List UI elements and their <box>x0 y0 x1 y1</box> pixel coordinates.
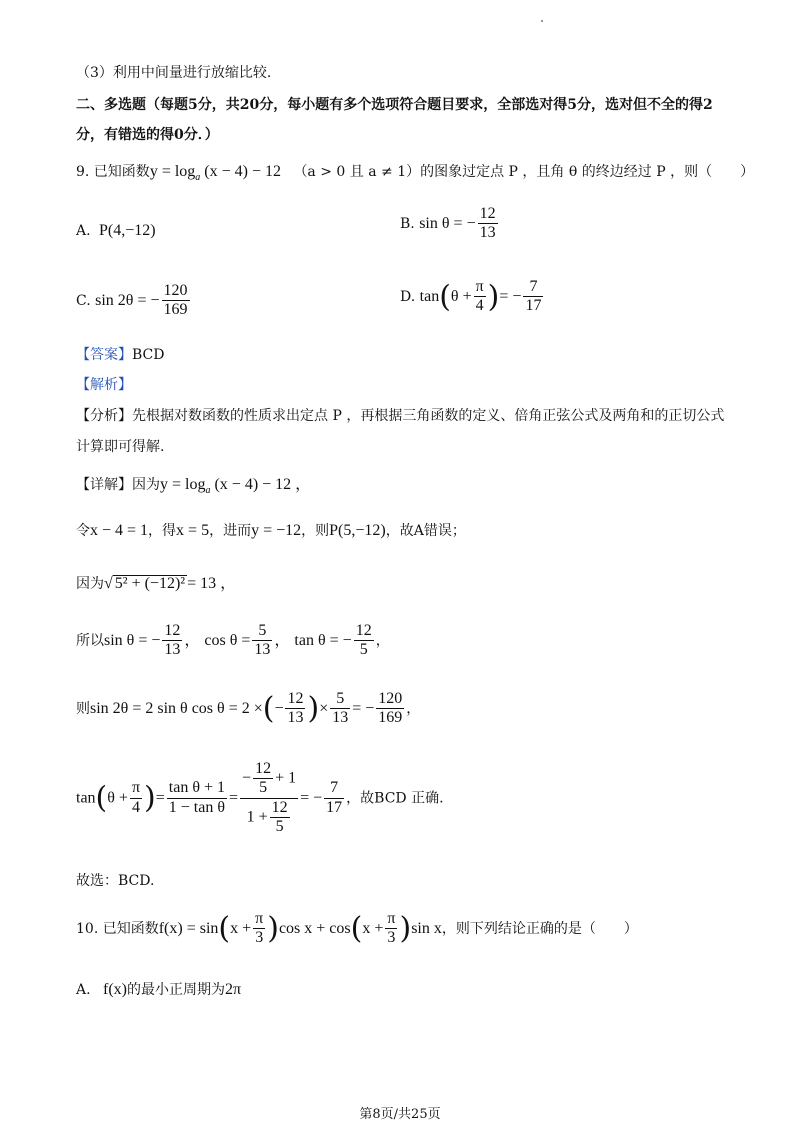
step-3-text: 所以 <box>76 632 104 649</box>
step-1-expr-b: x = 5 <box>176 522 210 539</box>
step-1-expr-c: y = −12 <box>251 522 302 539</box>
step-4-eq: = − <box>352 699 375 717</box>
frac-2-num: 5 <box>330 690 350 709</box>
step-4-fraction-3 <box>376 690 404 728</box>
fenxi-text: 先根据对数函数的性质求出定点 P ，再根据三角函数的定义、倍角正弦公式及两角和的正切公式 <box>132 408 725 424</box>
option-c-lhs: sin 2θ = − <box>95 291 160 309</box>
minus-sign: − <box>274 699 284 717</box>
conclusion: 故选：BCD. <box>76 873 155 889</box>
scan-dot <box>541 20 543 22</box>
complex-num-inner <box>253 760 273 798</box>
right-paren: ) <box>144 780 156 816</box>
step-3-tan-fraction <box>354 622 374 660</box>
times-sign: × <box>319 699 329 717</box>
step-5-fraction-1 <box>167 779 227 817</box>
step-4-fraction-2 <box>330 690 350 728</box>
f1-num: tan θ + 1 <box>167 779 227 798</box>
inner-num-bottom: 5 <box>259 779 268 797</box>
option-b-den: 13 <box>479 224 496 242</box>
step-2-line <box>76 575 236 592</box>
answer-tag: 【答案】 <box>76 347 132 363</box>
question-10-fx: f(x) = sin <box>158 919 219 937</box>
option-c-fraction <box>162 282 190 320</box>
option-d-eq: = − <box>499 287 522 305</box>
cos-den: 13 <box>254 641 271 659</box>
option-d-pi-fraction <box>474 278 486 316</box>
inner-den-top: 12 <box>270 799 290 818</box>
right-paren: ) <box>487 279 500 315</box>
inner-num-top: 12 <box>253 760 273 779</box>
step-1-line <box>76 523 466 539</box>
detail-tag: 【详解】 <box>76 477 132 493</box>
option-b <box>400 205 500 243</box>
detail-line <box>76 477 311 496</box>
option-a <box>76 222 156 240</box>
step-4-lhs: sin 2θ = 2 sin θ cos θ = 2 × <box>90 699 263 717</box>
fenxi-line-1 <box>76 409 724 423</box>
option-b-lhs: sin θ = − <box>419 214 476 232</box>
question-10-text: ，则下列结论正确的是（ ） <box>441 920 638 937</box>
detail-function <box>160 476 312 497</box>
left-paren: ( <box>350 910 363 946</box>
option-d-num: 7 <box>523 278 543 297</box>
detail-log: y = log <box>160 476 206 493</box>
frac-2-den: 13 <box>332 709 349 727</box>
analysis-tag: 【解析】 <box>76 377 132 393</box>
option-a-expr: f(x) <box>103 981 127 998</box>
question-10-end: sin x <box>411 919 442 937</box>
step-1-text-c: ，进而 <box>209 523 252 539</box>
option-d-den: 17 <box>525 297 542 315</box>
tan-den: 5 <box>359 641 368 659</box>
log-rest: (x − 4) − 12 <box>204 163 281 180</box>
option-a-label: A. <box>76 223 91 239</box>
step-5-complex-fraction <box>240 760 298 837</box>
option-d-theta: θ + <box>450 287 472 305</box>
sqrt-symbol: √ <box>104 575 113 592</box>
option-c-label: C. <box>76 292 91 309</box>
step-5-theta: θ + <box>107 789 128 807</box>
question-10-stem <box>76 910 638 948</box>
fenxi-tag: 【分析】 <box>76 408 132 424</box>
option-a-value: 2π <box>225 981 242 998</box>
option-b-label: B. <box>400 215 415 232</box>
x-plus-1: x + <box>230 919 252 937</box>
sin-den: 13 <box>164 641 181 659</box>
detail-log-rest: (x − 4) − 12 ， <box>214 476 312 493</box>
f1-den: 1 − tan θ <box>168 798 226 816</box>
question-9-condition: （a > 0 且 a ≠ 1） <box>293 164 421 180</box>
option-d-label: D. <box>400 288 416 305</box>
answer-value: BCD <box>132 347 165 363</box>
left-paren: ( <box>262 690 275 726</box>
step-1-text-d: ，则 <box>301 523 330 539</box>
step-5-eq-2: = <box>229 789 239 807</box>
pi-num: π <box>130 779 142 798</box>
log-text: y = log <box>149 163 196 180</box>
question-9-stem <box>76 164 754 183</box>
option-d <box>400 278 545 316</box>
complex-num <box>240 760 298 799</box>
complex-num-plus: + 1 <box>275 769 297 787</box>
complex-den-one: 1 + <box>246 808 268 826</box>
step-5-eq-1: = <box>155 789 165 807</box>
step-1-text-a: 令 <box>76 523 90 539</box>
option-d-fraction <box>523 278 543 316</box>
step-5-tan: tan <box>76 789 96 807</box>
complex-num-minus: − <box>242 769 252 787</box>
step-3-line <box>76 622 390 660</box>
inner-den-bottom: 5 <box>275 818 284 836</box>
step-3-sin-fraction <box>162 622 182 660</box>
option-c-num: 120 <box>162 282 190 301</box>
complex-den <box>240 799 298 837</box>
detail-intro: 因为 <box>132 477 160 493</box>
step-4-line <box>76 690 420 728</box>
tan-num: 12 <box>354 622 374 641</box>
right-paren: ) <box>307 690 320 726</box>
question-10-option-a <box>76 982 241 998</box>
page-footer: 第8页/共25页 <box>359 1107 441 1122</box>
frac-1-den: 13 <box>287 709 304 727</box>
question-10-mid: cos x + cos <box>278 919 351 937</box>
left-paren: ( <box>95 780 108 816</box>
f3-den: 17 <box>326 798 343 816</box>
option-a-label: A. <box>76 982 91 998</box>
question-9-text: 的图象过定点 P ，且角 θ 的终边经过 P ，则（ ） <box>420 164 755 180</box>
left-paren: ( <box>218 910 231 946</box>
f3-num: 7 <box>324 779 344 798</box>
detail-log-base: a <box>205 485 211 497</box>
left-paren: ( <box>439 279 451 315</box>
section-heading-line-2: 分，有错选的得0分．） <box>76 127 219 143</box>
step-5-fraction-3 <box>324 779 344 817</box>
pi-num: π <box>474 278 486 297</box>
pi-den: 4 <box>475 297 484 315</box>
pi-third-2 <box>385 910 397 948</box>
question-10-number: 10. 已知函数 <box>76 920 159 937</box>
step-5-pi-fraction <box>130 779 142 817</box>
step-3-cos: ， cos θ = <box>184 631 251 649</box>
step-4-fraction-1 <box>285 690 305 728</box>
sin-num: 12 <box>162 622 182 641</box>
pi-den: 3 <box>255 929 264 947</box>
step-4-text: 则 <box>76 700 90 717</box>
option-b-fraction <box>478 205 498 243</box>
pi-den: 3 <box>387 929 396 947</box>
note-line: （3）利用中间量进行放缩比较. <box>76 65 272 81</box>
log-base: a <box>195 172 201 184</box>
step-3-tan: ， tan θ = − <box>274 631 352 649</box>
option-a-text: 的最小正周期为 <box>127 982 225 998</box>
frac-3-den: 169 <box>378 709 403 727</box>
step-1-text-b: ，得 <box>148 523 177 539</box>
step-5-line <box>76 760 444 837</box>
option-d-tan: tan <box>419 287 440 305</box>
pi-third-1 <box>253 910 265 948</box>
step-3-tail: ， <box>375 632 390 649</box>
step-1-expr-d: P(5,−12) <box>329 522 386 539</box>
sqrt-radicand: 5² + (−12)² <box>114 575 186 592</box>
step-1-expr-a: x − 4 = 1 <box>90 522 149 539</box>
frac-3-num: 120 <box>376 690 404 709</box>
x-plus-2: x + <box>362 919 384 937</box>
cos-num: 5 <box>252 622 272 641</box>
complex-den-inner <box>270 799 290 837</box>
fenxi-line-2: 计算即可得解. <box>76 439 165 455</box>
option-b-num: 12 <box>478 205 498 224</box>
step-1-text-e: ，故A错误； <box>385 523 466 539</box>
option-c-den: 169 <box>163 301 188 319</box>
question-9-function <box>149 163 281 184</box>
right-paren: ) <box>267 910 279 946</box>
step-2-result: = 13 ， <box>187 575 237 592</box>
pi-num: π <box>253 910 265 929</box>
step-4-tail: ， <box>406 700 421 717</box>
question-9-number: 9. 已知函数 <box>76 164 150 180</box>
step-5-eq-3: = − <box>300 789 323 807</box>
step-2-text: 因为 <box>76 576 104 592</box>
pi-num: π <box>385 910 397 929</box>
step-3-cos-fraction <box>252 622 272 660</box>
pi-den: 4 <box>131 798 140 816</box>
step-5-tail: ，故BCD 正确. <box>346 790 444 807</box>
section-heading-line-1: 二、多选题（每题5分，共20分，每小题有多个选项符合题目要求，全部选对得5分，选对但不全的得2 <box>76 97 713 113</box>
right-paren: ) <box>399 910 412 946</box>
option-c <box>76 282 192 320</box>
step-3-sin: sin θ = − <box>104 631 161 649</box>
answer-line <box>76 348 164 362</box>
frac-1-num: 12 <box>285 690 305 709</box>
option-a-expr: P(4,−12) <box>99 222 156 239</box>
